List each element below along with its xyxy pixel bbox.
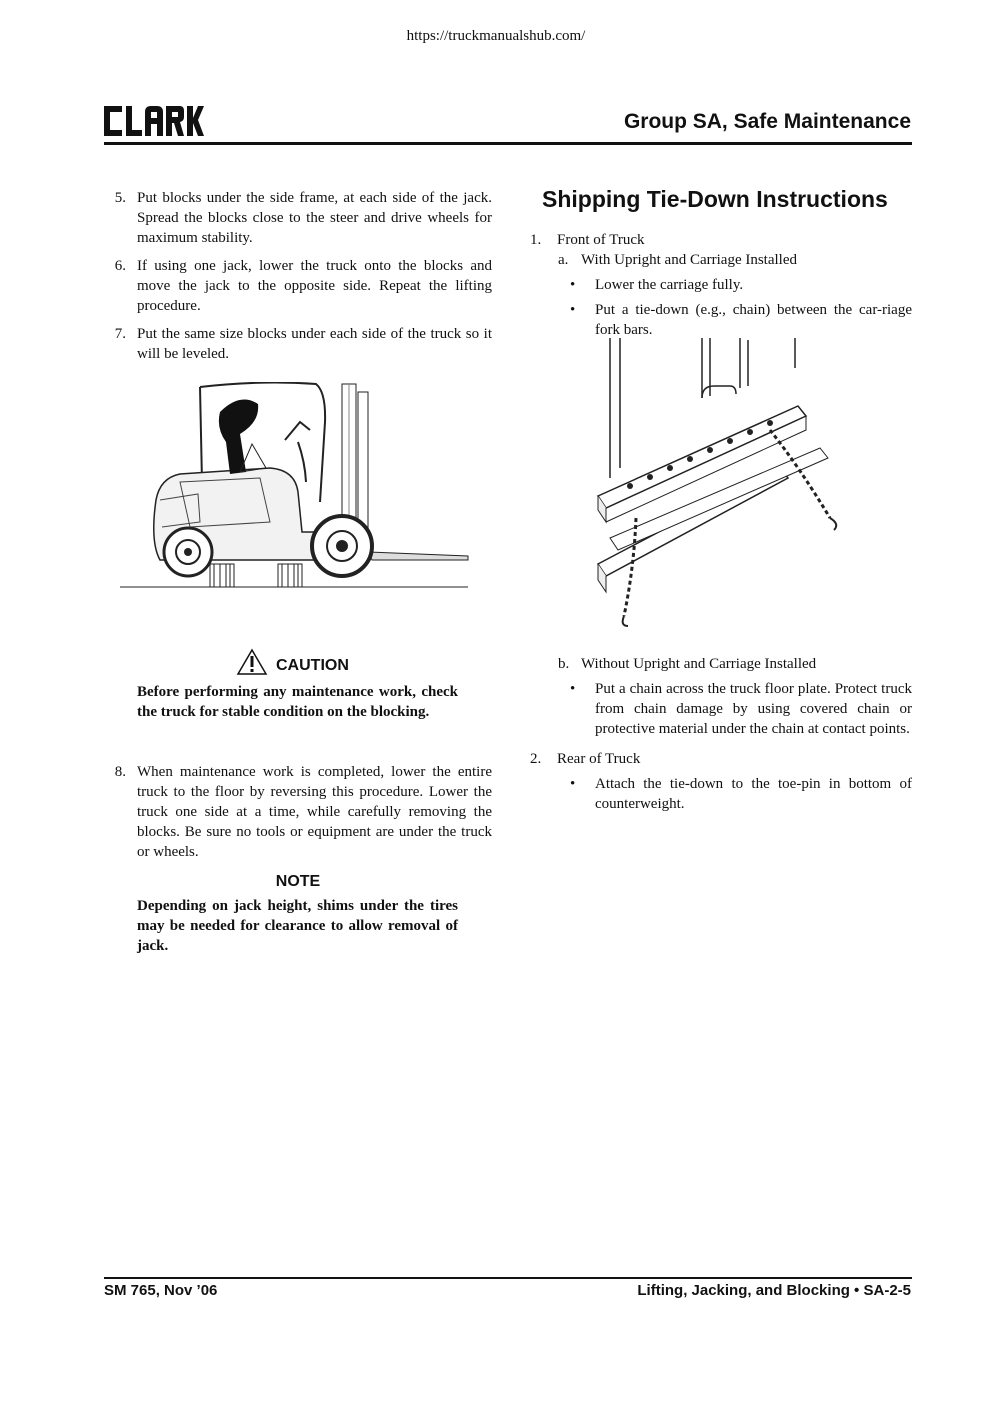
bullet-text: Lower the carriage fully.: [595, 277, 744, 293]
bullet-item: [530, 679, 912, 739]
group-title: Group SA, Safe Maintenance: [623, 110, 911, 133]
subitem-letter: a.: [558, 252, 569, 268]
step-text: Put the same size blocks under each side of the truck so it will be leveled.: [137, 326, 492, 362]
bullet-icon: •: [570, 681, 576, 697]
footer-manual-id: SM 765, Nov ’06: [104, 1282, 218, 1299]
bullet-text: Put a chain across the truck floor plate. Protect truck from chain damage by using covered chain or protective material under the chain at contact points.: [595, 681, 912, 737]
footer-rule: [104, 1277, 912, 1279]
carriage-chain-tiedown-illustration: [590, 338, 848, 630]
caution-label: CAUTION: [276, 657, 349, 674]
step-5: [104, 188, 492, 248]
subitem-with-upright: [530, 250, 912, 270]
forklift-on-blocks-illustration: [120, 382, 470, 592]
source-url[interactable]: https://truckmanualshub.com/: [406, 28, 586, 44]
item-text: Rear of Truck: [557, 751, 641, 767]
subitem-without-upright: [530, 654, 912, 674]
item-number: 1.: [530, 232, 542, 248]
item-rear-of-truck: [530, 749, 912, 769]
step-number: 7.: [114, 326, 126, 342]
caution-text: Before performing any maintenance work, check the truck for stable condition on the blocking.: [137, 684, 458, 720]
left-column: [104, 188, 492, 372]
step-6: [104, 256, 492, 316]
item-front-of-truck: [530, 230, 912, 250]
step-text: If using one jack, lower the truck onto the blocks and move the jack to the opposite side. Repeat the lifting procedure.: [137, 258, 492, 314]
step-7: [104, 324, 492, 364]
warning-triangle-icon: [236, 648, 268, 676]
footer-page-ref: Lifting, Jacking, and Blocking • SA-2-5: [637, 1282, 911, 1299]
header-rule: [104, 142, 912, 145]
bullet-text: Put a tie-down (e.g., chain) between the car-riage fork bars.: [595, 302, 912, 338]
bullet-icon: •: [570, 302, 576, 318]
bullet-item: [530, 275, 912, 295]
bullet-item: [530, 774, 912, 814]
bullet-icon: •: [570, 277, 576, 293]
note-text: Depending on jack height, shims under the tires may be needed for clearance to allow removal of jack.: [137, 898, 458, 954]
bullet-icon: •: [570, 776, 576, 792]
right-column-lower: [530, 654, 912, 814]
caution-heading: [236, 648, 436, 676]
bullet-item: [530, 300, 912, 340]
step-text: When maintenance work is completed, lower the entire truck to the floor by reversing this procedure. Lower the truck one side at a time, while carefully removing the blocks. Be sure no tools or equipment are under the truck or wheels.: [137, 764, 492, 860]
right-column: [530, 184, 912, 340]
bullet-text: Attach the tie-down to the toe-pin in bottom of counterweight.: [595, 776, 912, 812]
clark-logo: [104, 104, 204, 138]
step-number: 8.: [114, 764, 126, 780]
step-number: 6.: [114, 258, 126, 274]
subitem-text: With Upright and Carriage Installed: [581, 252, 797, 268]
item-text: Front of Truck: [557, 232, 645, 248]
item-number: 2.: [530, 751, 542, 767]
step-number: 5.: [114, 190, 126, 206]
note-label: NOTE: [275, 873, 321, 890]
subitem-text: Without Upright and Carriage Installed: [581, 656, 817, 672]
step-8: [104, 762, 492, 870]
section-title: Shipping Tie-Down Instructions: [542, 186, 888, 212]
step-text: Put blocks under the side frame, at each side of the jack. Spread the blocks close to the steer and drive wheels for maximum stability.: [137, 190, 492, 246]
subitem-letter: b.: [558, 656, 570, 672]
